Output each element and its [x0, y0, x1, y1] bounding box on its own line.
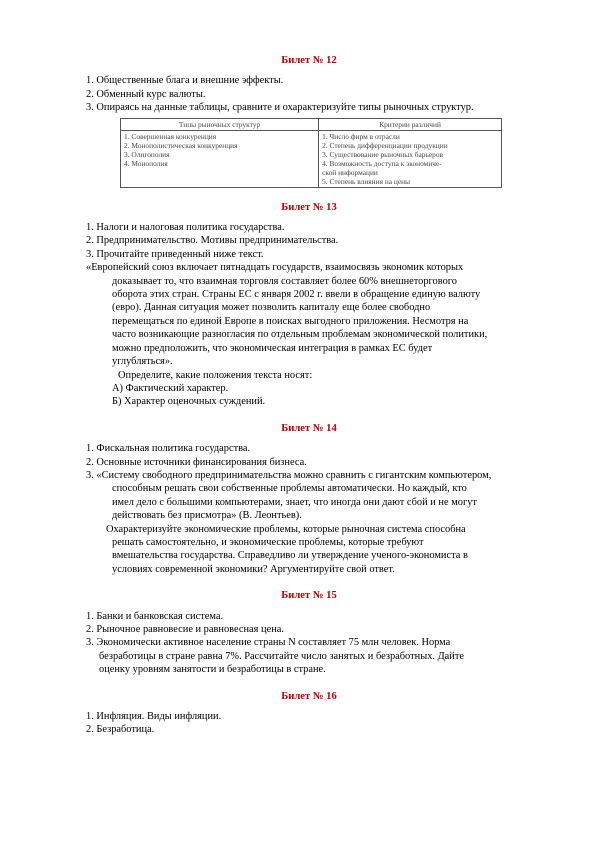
quote-line: (евро). Данная ситуация может позволить капиталу еще более свободно — [112, 302, 431, 314]
question-2: 2. Рыночное равновесие и равновесная цена. — [86, 624, 284, 635]
task-line: условиях современной экономики? Аргументируйте свой ответ. — [112, 563, 395, 575]
table-cell-line: 5. Степень влияния на цены — [322, 176, 411, 186]
quote-line: доказывает то, что взаимная торговля составляет более 60% внешнеторгового — [112, 275, 457, 287]
ticket-title: Билет № 16 — [281, 690, 337, 702]
task-line: решать самостоятельно, и экономические проблемы, которые требуют — [112, 536, 424, 548]
table-cell-line: 3. Олигополия — [124, 149, 170, 159]
question-line: оценку уровням занятости и безработицы в стране. — [99, 664, 326, 676]
ticket-16 — [86, 690, 532, 737]
quote-line: способным решать свои собственные проблемы автоматически. Но каждый, кто — [112, 483, 467, 495]
table-cell-line: 2. Степень дифференциации продукции — [322, 140, 448, 150]
question-2: 2. Основные источники финансирования бизнеса. — [86, 456, 307, 468]
question-3: 3. Прочитайте приведенный ниже текст. — [86, 248, 264, 260]
task-line: Охарактеризуйте экономические проблемы, которые рыночная система способна — [106, 523, 466, 535]
table-cell-line: 2. Монополистическая конкуренция — [124, 140, 238, 150]
ticket-14 — [86, 422, 532, 576]
question-line: безработицы в стране равна 7%. Рассчитайте число занятых и безработных. Дайте — [99, 650, 464, 662]
task-line: Определите, какие положения текста носят: — [118, 369, 313, 381]
task-line: А) Фактический характер. — [112, 382, 229, 394]
question-3: 3. «Систему свободного предпринимательства можно сравнить с гигантским компьютером, — [86, 469, 492, 481]
table-cell-line: 1. Число фирм в отрасли — [322, 131, 400, 141]
question-2: 2. Безработица. — [86, 724, 155, 736]
task-line: Б) Характер оценочных суждений. — [112, 396, 266, 408]
quote-line: перемещаться по единой Европе в поисках выгодного приложения. Несмотря на — [112, 315, 469, 327]
question-1: 1. Общественные блага и внешние эффекты. — [86, 75, 284, 87]
table-cell-line: 1. Совершенная конкуренция — [124, 131, 217, 141]
quote-line: «Европейский союз включает пятнадцать государств, взаимосвязь экономик которых — [86, 262, 464, 274]
table-cell-line: 3. Существование рыночных барьеров — [322, 149, 444, 159]
table-cell-line: ской информации — [322, 167, 378, 177]
question-3: 3. Опираясь на данные таблицы, сравните и охарактеризуйте типы рыночных структур. — [86, 102, 474, 114]
table-cell-structures — [121, 130, 319, 187]
quote-line: имел дело с большими компьютерами, знает, что иногда они дают сбой и не могут — [112, 496, 477, 508]
quote-line: действовать без присмотра» (В. Леонтьев). — [112, 510, 302, 522]
question-1: 1. Фискальная политика государства. — [86, 443, 251, 455]
ticket-title: Билет № 15 — [281, 590, 337, 602]
question-1: 1. Инфляция. Виды инфляции. — [86, 711, 222, 723]
table-cell-line: 4. Монополия — [124, 158, 168, 168]
ticket-title: Билет № 14 — [281, 422, 337, 434]
table-cell-criteria — [319, 130, 502, 187]
quote-line: можно предположить, что экономическая интеграция в рамках ЕС будет — [112, 342, 433, 354]
quote-line: углубляться». — [112, 356, 173, 368]
quote-line: оборота этих стран. Страны ЕС с января 2002 г. ввели в обращение единую валюту — [112, 289, 481, 301]
question-1: 1. Налоги и налоговая политика государства. — [86, 222, 285, 234]
question-1: 1. Банки и банковская система. — [86, 610, 224, 622]
task-line: вмешательства государства. Справедливо ли утверждение ученого-экономиста в — [112, 550, 468, 562]
document-content — [86, 54, 532, 750]
market-structures-table — [120, 118, 502, 188]
table-header: Критерии различий — [319, 118, 502, 130]
table-cell-line: 4. Возможность доступа к экономиче- — [322, 158, 442, 168]
ticket-13 — [86, 201, 532, 409]
ticket-title: Билет № 12 — [281, 55, 337, 66]
table-header: Типы рыночных структур — [121, 118, 319, 130]
question-2: 2. Предпринимательство. Мотивы предпринимательства. — [86, 235, 339, 247]
question-2: 2. Обменный курс валюты. — [86, 88, 206, 100]
ticket-title: Билет № 13 — [281, 201, 337, 213]
quote-line: часто возникающие разногласия по отдельным проблемам экономической политики, — [112, 329, 488, 341]
ticket-15 — [86, 589, 532, 676]
ticket-12 — [86, 54, 532, 188]
question-3: 3. Экономически активное население страны N составляет 75 млн человек. Норма — [86, 637, 451, 649]
